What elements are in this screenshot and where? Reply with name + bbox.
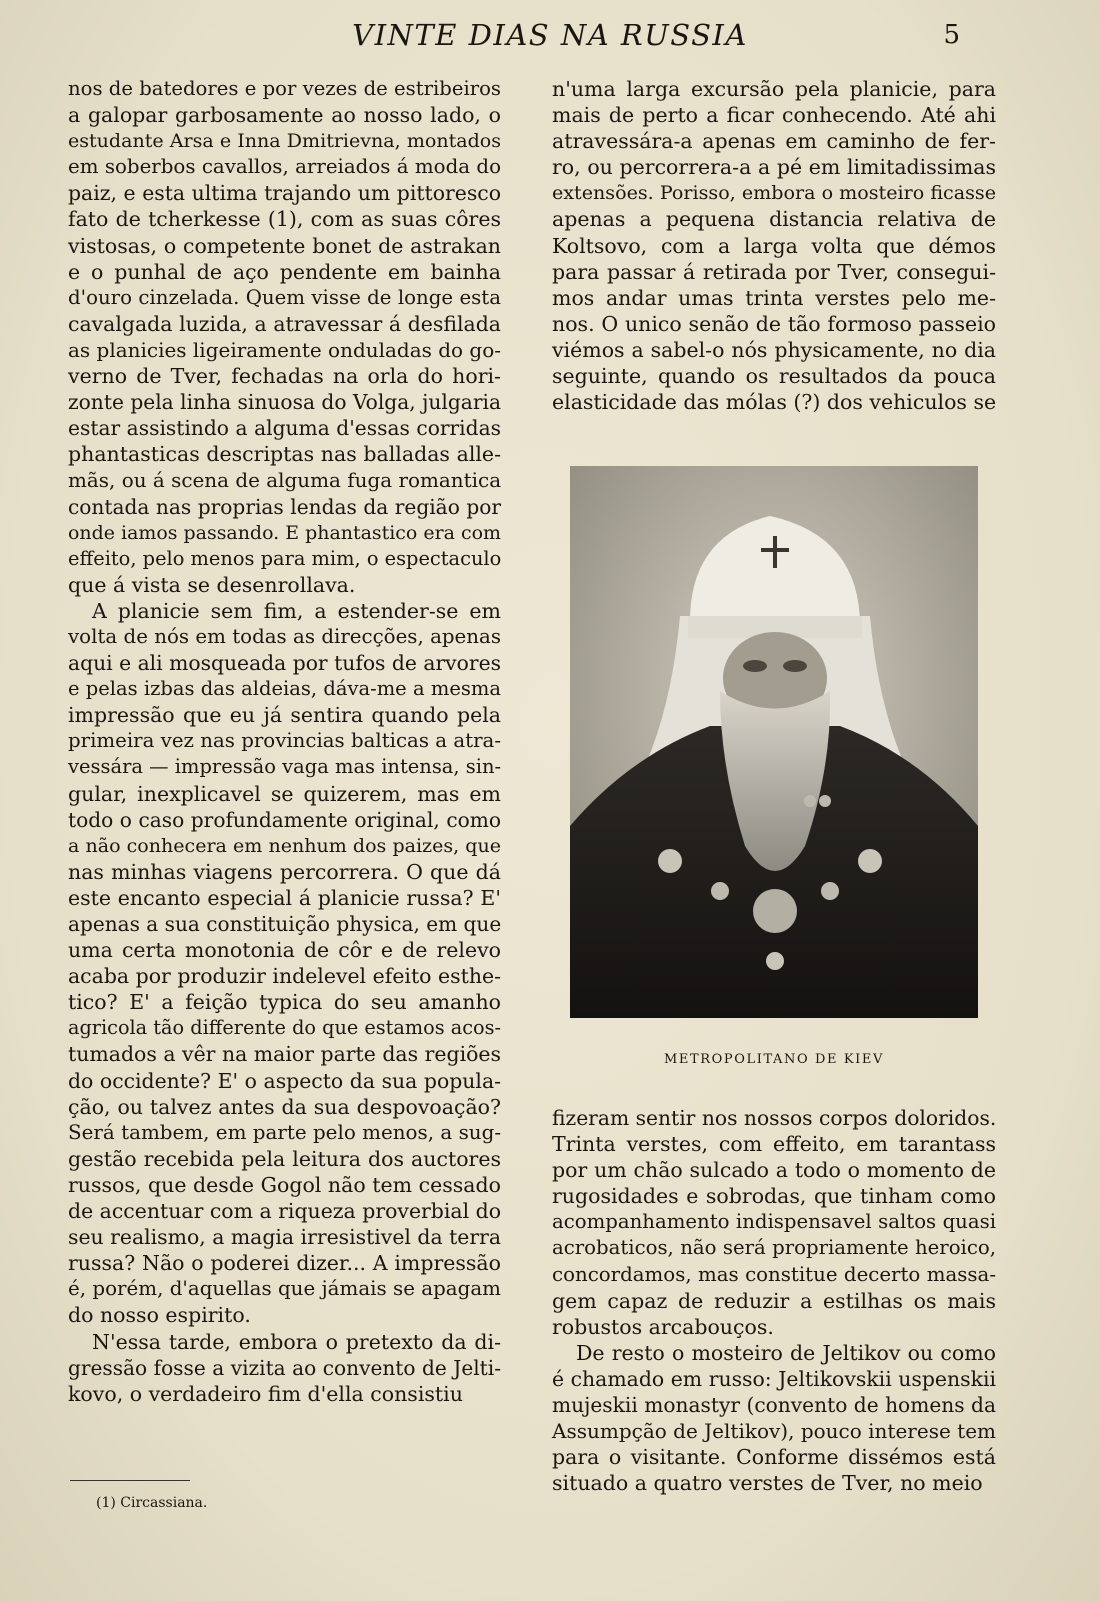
text-line: Será tambem, em parte pelo menos, a sug- (68, 1120, 502, 1144)
text-line: elasticidade das mólas (?) dos vehiculos se (552, 390, 997, 415)
text-line: contada nas proprias lendas da região por (68, 494, 501, 519)
text-line: mãs, ou á scena de alguma fuga romantica (68, 468, 502, 493)
text-line: aqui e ali mosqueada por tufos de arvores (68, 651, 501, 676)
text-line: mos andar umas trinta verstes pelo me- (552, 285, 996, 310)
left-text-column (68, 76, 501, 1407)
text-line: do nosso espirito. (68, 1303, 251, 1328)
text-line: robustos arcabouços. (552, 1314, 774, 1339)
right-text-column-top (552, 76, 996, 415)
text-line: a não conhecera em nenhum dos paizes, que (68, 834, 501, 857)
text-line: N'essa tarde, embora o pretexto da di- (92, 1329, 501, 1354)
text-line: as planicies ligeiramente onduladas do go- (68, 337, 501, 362)
footnote-divider (70, 1480, 190, 1481)
text-line: todo o caso profundamente original, como (68, 807, 501, 832)
text-line: este encanto especial á planicie russa? E' (68, 885, 501, 910)
text-line: seu realismo, a magia irresistivel da terra (68, 1225, 501, 1250)
text-line: e o punhal de aço pendente em bainha (68, 259, 501, 284)
text-line: rugosidades e sobrodas, que tinham como (552, 1184, 996, 1209)
text-line: A planicie sem fim, a estender-se em (92, 598, 501, 623)
text-line: primeira vez nas provincias balticas a atra- (68, 729, 501, 753)
text-line: por um chão sulcado a todo o momento de (552, 1158, 996, 1183)
text-line: vessára — impressão vaga mas intensa, sin- (68, 755, 502, 779)
text-line: acrobaticos, não será propriamente heroico, (552, 1236, 996, 1260)
text-line: verno de Tver, fechadas na orla do hori- (68, 364, 501, 389)
text-line: para o visitante. Conforme dissémos está (552, 1445, 996, 1470)
text-line: russos, que desde Gogol não tem cessado (68, 1172, 501, 1197)
text-line: estar assistindo a alguma d'essas corridas (68, 416, 501, 441)
text-line: vistosas, o competente bonet de astrakan (68, 233, 501, 258)
text-line: atravessára-a apenas em caminho de fer- (552, 129, 996, 154)
running-header-title: VINTE DIAS NA RUSSIA (352, 18, 748, 52)
right-text-column-bottom (552, 1105, 996, 1496)
text-line: concordamos, mas constitue decerto massa- (552, 1262, 996, 1286)
text-line: nos. O unico senão de tão formoso passeio (552, 311, 996, 336)
footnote: (1) Circassiana. (96, 1495, 208, 1511)
text-line: phantasticas descriptas nas balladas alle- (68, 442, 501, 467)
text-line: effeito, pelo menos para mim, o espectaculo (68, 546, 502, 570)
text-line: cavalgada luzida, a atravessar á desfilada (68, 311, 501, 336)
text-line: nas minhas viagens percorrera. O que dá (68, 859, 501, 884)
text-line: situado a quatro verstes de Tver, no meio (552, 1471, 983, 1496)
text-line: kovo, o verdadeiro fim d'ella consistiu (68, 1381, 463, 1406)
text-line: de accentuar com a riqueza proverbial do (68, 1199, 502, 1224)
text-line: Trinta verstes, com effeito, em tarantass (552, 1132, 996, 1157)
text-line: gestão recebida pela leitura dos auctores (68, 1146, 501, 1171)
portrait-photograph (570, 466, 978, 1018)
text-line: é, porém, d'aquellas que jámais se apagam (68, 1277, 501, 1301)
text-line: viémos a sabel-o nós physicamente, no dia (552, 337, 996, 362)
text-line: onde iamos passando. E phantastico era com (68, 521, 501, 544)
text-line: volta de nós em todas as direcções, apenas (68, 624, 501, 648)
text-line: nos de batedores e por vezes de estribeiros (68, 77, 501, 100)
text-line: do occidente? E' o aspecto da sua popula- (68, 1068, 501, 1093)
text-line: e pelas izbas das aldeias, dáva-me a mesma (68, 677, 501, 701)
portrait-illustration (570, 466, 978, 1018)
figure-caption: METROPOLITANO DE KIEV (664, 1052, 884, 1067)
text-line: para passar á retirada por Tver, consegui- (552, 259, 996, 284)
text-line: que á vista se desenrollava. (68, 572, 356, 597)
text-line: apenas a pequena distancia relativa de (552, 207, 996, 232)
text-line: mujeskii monastyr (convento de homens da (552, 1393, 996, 1418)
text-line: russa? Não o poderei dizer... A impressão (68, 1251, 501, 1276)
text-line: extensões. Porisso, embora o mosteiro ficasse (552, 182, 996, 205)
text-line: Assumpção de Jeltikov), pouco interese tem (552, 1419, 996, 1444)
text-line: fizeram sentir nos nossos corpos doloridos. (552, 1106, 997, 1130)
text-line: tico? E' a feição typica do seu amanho (68, 990, 501, 1015)
text-line: uma certa monotonia de côr e de relevo (68, 938, 501, 963)
text-line: estudante Arsa e Inna Dmitrievna, montados (68, 130, 501, 153)
text-line: ção, ou talvez antes da sua despovoação? (68, 1094, 501, 1119)
text-line: Koltsovo, com a larga volta que démos (552, 233, 996, 258)
text-line: n'uma larga excursão pela planicie, para (552, 77, 996, 101)
text-line: mais de perto a ficar conhecendo. Até ahi (552, 103, 996, 128)
text-line: fato de tcherkesse (1), com as suas côres (68, 207, 501, 232)
text-line: impressão que eu já sentira quando pela (68, 703, 501, 728)
text-line: apenas a sua constituição physica, em que (68, 912, 502, 936)
text-line: acompanhamento indispensavel saltos quasi (552, 1210, 996, 1234)
text-line: gem capaz de reduzir a estilhas os mais (552, 1288, 996, 1313)
text-line: zonte pela linha sinuosa do Volga, julgaria (68, 390, 501, 415)
text-line: De resto o mosteiro de Jeltikov ou como (576, 1340, 996, 1365)
text-line: ro, ou percorrera-a a pé em limitadissimas (552, 155, 996, 180)
text-line: tumados a vêr na maior parte das regiões (68, 1042, 501, 1067)
text-line: paiz, e esta ultima trajando um pittoresco (68, 181, 501, 206)
text-line: gular, inexplicavel se quizerem, mas em (68, 781, 501, 806)
text-line: seguinte, quando os resultados da pouca (552, 364, 996, 389)
text-line: acaba por produzir indelevel efeito esthe- (68, 964, 501, 989)
text-line: é chamado em russo: Jeltikovskii uspenskii (552, 1366, 996, 1391)
page-number: 5 (943, 20, 960, 50)
text-line: d'ouro cinzelada. Quem visse de longe esta (68, 285, 501, 309)
text-line: agricola tão differente do que estamos acos- (68, 1016, 501, 1040)
text-line: a galopar garbosamente ao nosso lado, o (68, 103, 501, 128)
text-line: em soberbos cavallos, arreiados á moda do (68, 155, 501, 179)
text-line: gressão fosse a vizita ao convento de Jelti- (68, 1355, 501, 1380)
